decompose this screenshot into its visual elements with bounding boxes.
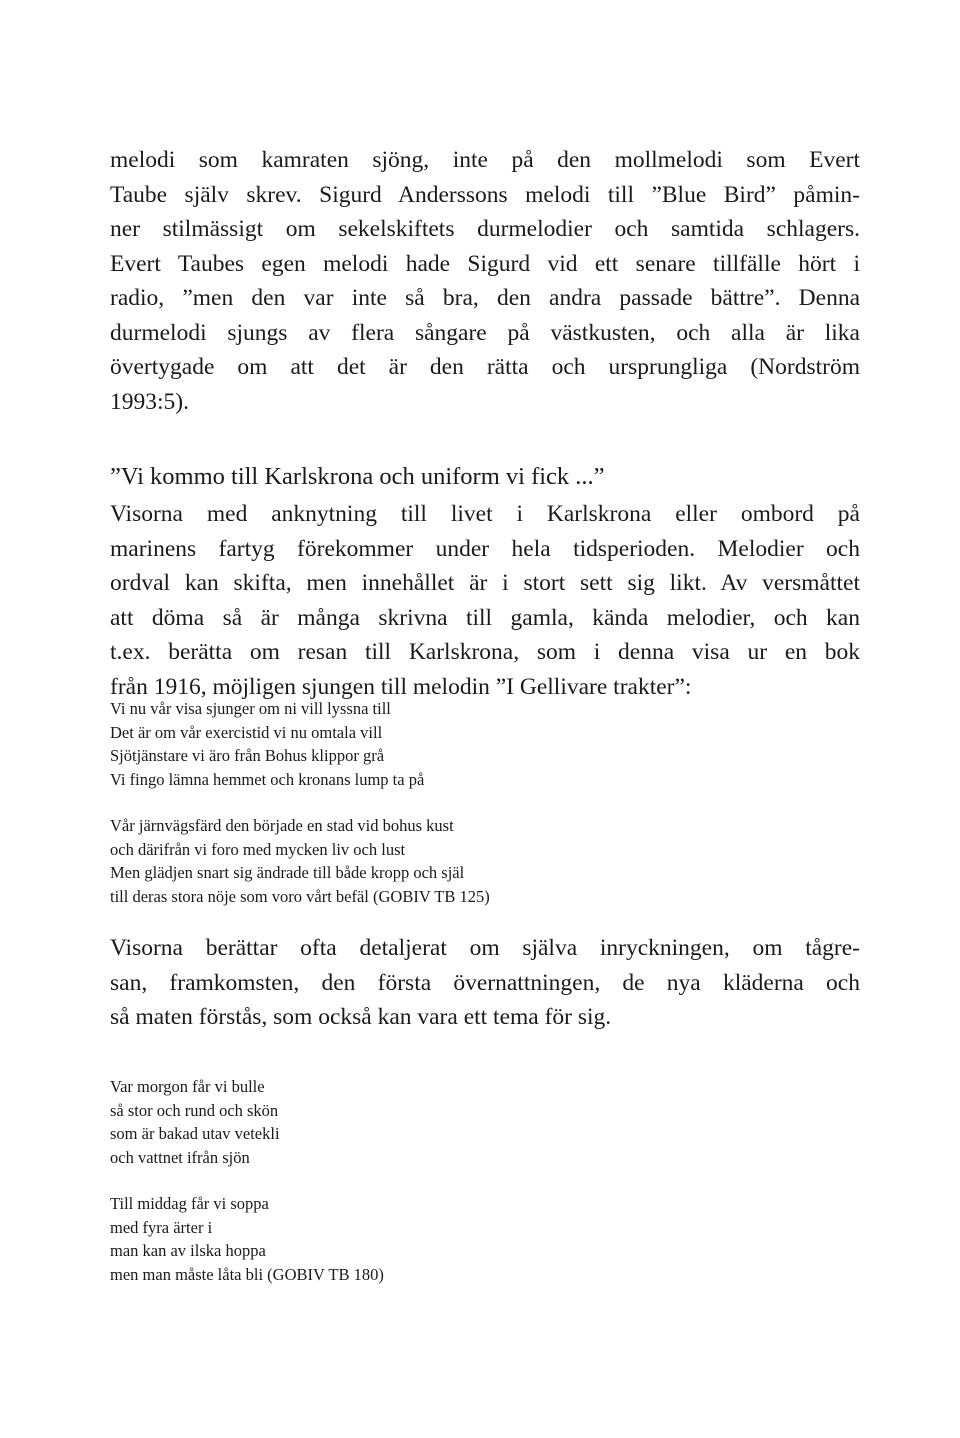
section-heading: ”Vi kommo till Karlskrona och uniform vi fick ...” (110, 463, 605, 490)
verse-line: Vi nu vår visa sjunger om ni vill lyssna till (110, 699, 391, 718)
paragraph-3 (110, 931, 860, 1035)
paragraph-line: radio, ”men den var inte så bra, den andra passade bättre”. Denna (110, 285, 860, 311)
verse-line: Till middag får vi soppa (110, 1194, 269, 1213)
paragraph-line: så maten förstås, som också kan vara ett tema för sig. (110, 1004, 612, 1030)
paragraph-2 (110, 497, 860, 704)
paragraph-line: t.ex. berätta om resan till Karlskrona, som i denna visa ur en bok (110, 639, 860, 665)
paragraph-line: san, framkomsten, den första övernattningen, de nya kläderna och (110, 969, 860, 996)
verse-line: Var morgon får vi bulle (110, 1077, 265, 1096)
verse-stanza-1 (110, 697, 424, 791)
paragraph-1 (110, 143, 860, 419)
verse-line: man kan av ilska hoppa (110, 1241, 266, 1260)
verse-line: men man måste låta bli (GOBIV TB 180) (110, 1264, 384, 1284)
paragraph-line: durmelodi sjungs av flera sångare på västkusten, och alla är lika (110, 319, 860, 346)
verse-line: till deras stora nöje som voro vårt befäl (GOBIV TB 125) (110, 886, 490, 906)
paragraph-line: ordval kan skifta, men innehållet är i stort sett sig likt. Av versmåttet (110, 570, 860, 596)
paragraph-line: melodi som kamraten sjöng, inte på den mollmelodi som Evert (110, 147, 860, 173)
verse-line: Vår järnvägsfärd den började en stad vid bohus kust (110, 816, 454, 835)
verse-line: Det är om vår exercistid vi nu omtala vill (110, 722, 383, 742)
paragraph-line: övertygade om att det är den rätta och ursprungliga (Nordström (110, 354, 860, 380)
verse-stanza-3 (110, 1075, 280, 1169)
paragraph-line: Visorna med anknytning till livet i Karlskrona eller ombord på (110, 501, 860, 527)
verse-line: som är bakad utav vetekli (110, 1124, 280, 1143)
verse-line: och vattnet ifrån sjön (110, 1147, 250, 1167)
verse-line: så stor och rund och skön (110, 1100, 279, 1120)
paragraph-line: Evert Taubes egen melodi hade Sigurd vid ett senare tillfälle hört i (110, 250, 860, 277)
verse-line: och därifrån vi foro med mycken liv och lust (110, 839, 406, 859)
paragraph-line: från 1916, möjligen sjungen till melodin ”I Gellivare trakter”: (110, 673, 692, 700)
paragraph-line: ner stilmässigt om sekelskiftets durmelodier och samtida schlagers. (110, 216, 860, 242)
paragraph-line: Taube själv skrev. Sigurd Anderssons melodi till ”Blue Bird” påmin- (110, 181, 860, 208)
verse-stanza-4 (110, 1192, 384, 1286)
verse-line: Vi fingo lämna hemmet och kronans lump ta på (110, 769, 425, 789)
verse-stanza-2 (110, 814, 490, 908)
verse-line: med fyra ärter i (110, 1217, 213, 1237)
paragraph-line: marinens fartyg förekommer under hela tidsperioden. Melodier och (110, 535, 860, 562)
paragraph-line: Visorna berättar ofta detaljerat om själva inryckningen, om tågre- (110, 935, 860, 961)
verse-line: Sjötjänstare vi äro från Bohus klippor grå (110, 746, 385, 765)
verse-line: Men glädjen snart sig ändrade till både kropp och själ (110, 863, 465, 882)
paragraph-line: 1993:5). (110, 388, 189, 415)
paragraph-line: att döma så är många skrivna till gamla, kända melodier, och kan (110, 604, 860, 631)
